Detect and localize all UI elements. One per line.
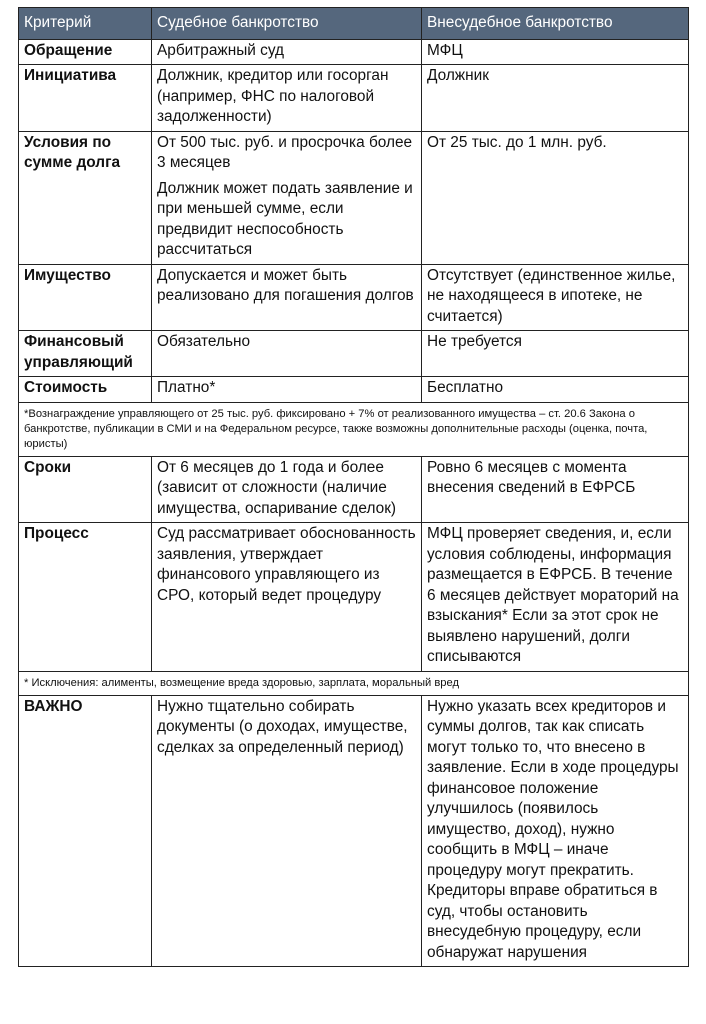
table-row: [19, 65, 689, 132]
judicial-text: От 500 тыс. руб. и просрочка более 3 месяцев: [157, 133, 413, 171]
table-body: [19, 39, 689, 967]
extrajudicial-cell: [422, 456, 689, 523]
header-extrajudicial: Внесудебное банкротство: [422, 8, 689, 40]
criterion-cell: Условия по сумме долга: [19, 131, 152, 264]
criterion-cell: Сроки: [19, 456, 152, 523]
judicial-text: Арбитражный суд: [157, 41, 284, 59]
extrajudicial-text: Бесплатно: [427, 379, 503, 396]
table-row: [19, 377, 689, 403]
footnote-row: [19, 402, 689, 456]
extrajudicial-cell: [422, 264, 689, 331]
table-row: [19, 39, 689, 65]
judicial-cell: [152, 264, 422, 331]
extrajudicial-cell: [422, 377, 689, 403]
criterion-cell: Финансовый управляющий: [19, 331, 152, 377]
header-judicial: Судебное банкротство: [152, 8, 422, 40]
table-row: [19, 131, 689, 264]
criterion-cell: Процесс: [19, 523, 152, 672]
table-row: [19, 695, 689, 967]
judicial-cell: [152, 695, 422, 967]
judicial-text: Обязательно: [157, 333, 251, 350]
judicial-text: Должник может подать заявление и при меньшей сумме, если предвидит неспособность рассчитаться: [157, 179, 413, 258]
extrajudicial-cell: [422, 65, 689, 132]
judicial-cell: [152, 331, 422, 377]
table-row: [19, 331, 689, 377]
judicial-text: Нужно тщательно собирать документы (о доходах, имуществе, сделках за определенный период): [157, 697, 408, 756]
extrajudicial-cell: [422, 131, 689, 264]
header-row: [19, 8, 689, 40]
judicial-cell: [152, 65, 422, 132]
extrajudicial-cell: [422, 331, 689, 377]
criterion-cell: Имущество: [19, 264, 152, 331]
extrajudicial-text: Должник: [427, 67, 489, 84]
table-row: [19, 456, 689, 523]
table-row: [19, 523, 689, 672]
judicial-text: От 6 месяцев до 1 года и более (зависит от сложности (наличие имущества, оспаривание сделок): [157, 458, 397, 517]
bankruptcy-comparison-table: [18, 7, 689, 967]
judicial-cell: [152, 456, 422, 523]
extrajudicial-text: От 25 тыс. до 1 млн. руб.: [427, 133, 607, 151]
extrajudicial-text: Ровно 6 месяцев с момента внесения сведений в ЕФРСБ: [427, 458, 636, 496]
criterion-cell: Инициатива: [19, 65, 152, 132]
extrajudicial-text: Нужно указать всех кредиторов и суммы долгов, так как списать могут только то, что внесено в заявление. Если в ходе процедуры финансовое положение улучшилось (появилось имущество, доход), нужно сообщить в МФЦ – иначе процедуру могут прекратить. Кредиторы вправе обратиться в суд, чтобы остановить внесудебную процедуру, если обнаружат нарушения: [427, 697, 679, 961]
judicial-cell: [152, 523, 422, 672]
judicial-cell: [152, 377, 422, 403]
footnote-row: [19, 671, 689, 695]
extrajudicial-text: Отсутствует (единственное жилье, не находящееся в ипотеке, не считается): [427, 266, 676, 325]
table-row: [19, 264, 689, 331]
extrajudicial-cell: [422, 39, 689, 65]
judicial-text: Допускается и может быть реализовано для погашения долгов: [157, 266, 414, 304]
extrajudicial-cell: [422, 695, 689, 967]
judicial-cell: [152, 131, 422, 264]
footnote-text: * Исключения: алименты, возмещение вреда здоровью, зарплата, моральный вред: [19, 671, 689, 695]
judicial-text: Суд рассматривает обоснованность заявления, утверждает финансового управляющего из СРО, который ведет процедуру: [157, 525, 416, 604]
criterion-cell: ВАЖНО: [19, 695, 152, 967]
footnote-text: *Вознаграждение управляющего от 25 тыс. руб. фиксировано + 7% от реализованного имущества – ст. 20.6 Закона о банкротстве, публикации в СМИ и на Федеральном ресурсе, также возможны дополнительные расходы (оценка, почта, юристы): [19, 402, 689, 456]
extrajudicial-text: Не требуется: [427, 333, 522, 350]
judicial-cell: [152, 39, 422, 65]
judicial-text: Платно*: [157, 379, 216, 396]
criterion-cell: Обращение: [19, 39, 152, 65]
header-criterion: Критерий: [19, 8, 152, 40]
criterion-cell: Стоимость: [19, 377, 152, 403]
judicial-text: Должник, кредитор или госорган (например, ФНС по налоговой задолженности): [157, 67, 389, 125]
extrajudicial-text: МФЦ проверяет сведения, и, если условия соблюдены, информация размещается в ЕФРСБ. В течение 6 месяцев действует мораторий на взыскания* Если за этот срок не выявлено нарушений, долги списываются: [427, 525, 679, 665]
extrajudicial-text: МФЦ: [427, 41, 463, 59]
extrajudicial-cell: [422, 523, 689, 672]
